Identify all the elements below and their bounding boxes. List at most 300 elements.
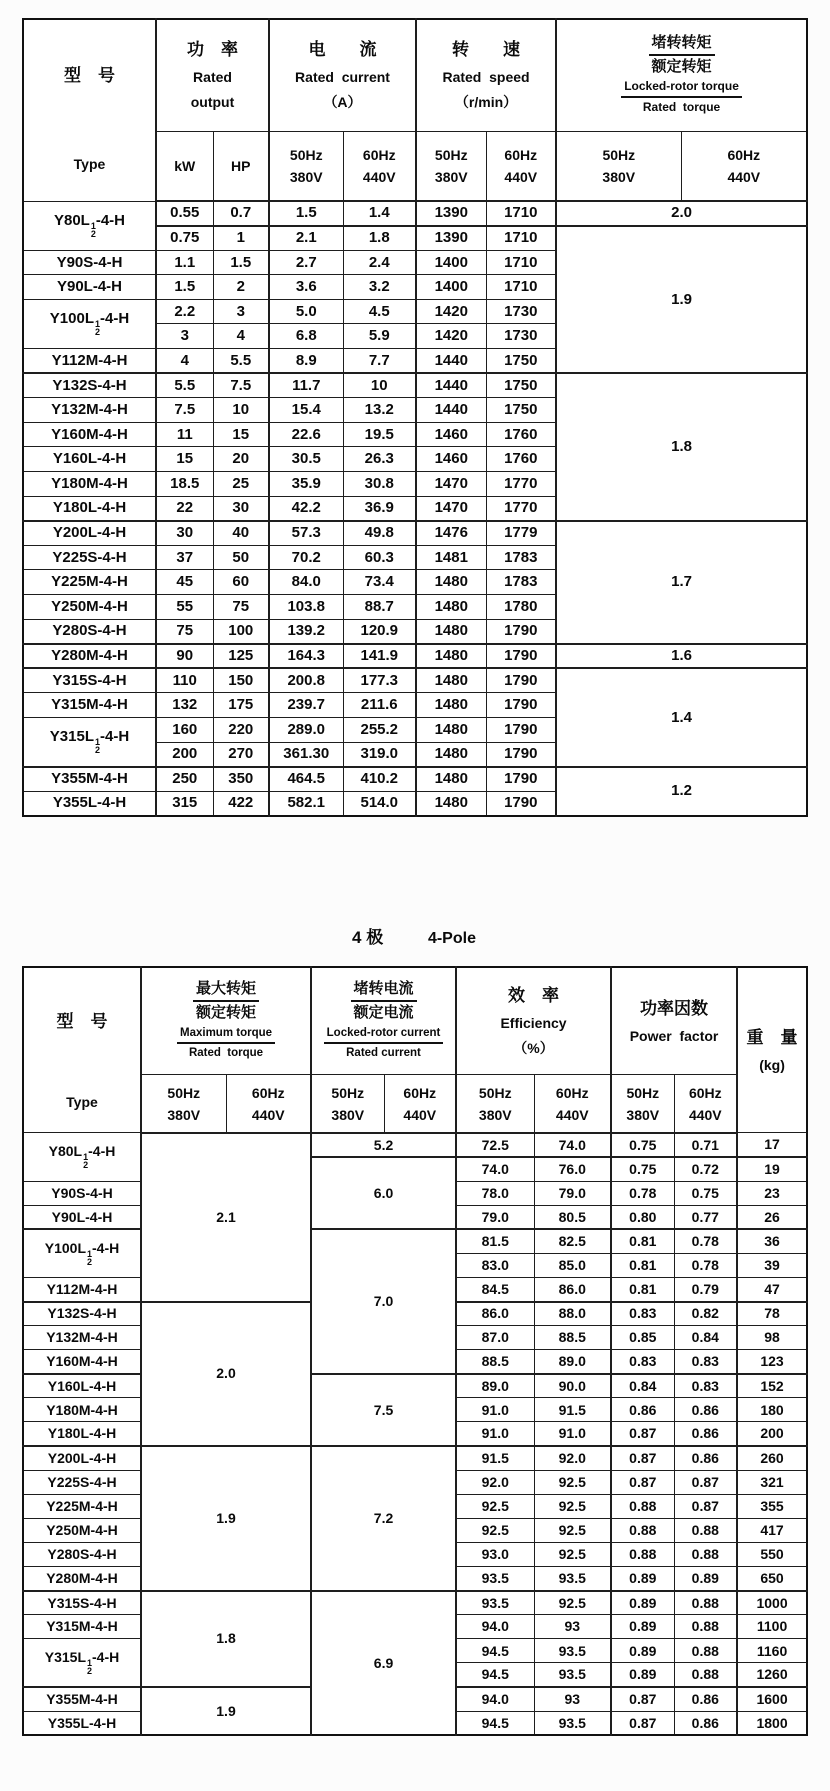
current-50hz-cell: 11.7 — [269, 373, 343, 398]
current-60hz-cell: 10 — [343, 373, 416, 398]
kw-cell: 55 — [156, 595, 213, 620]
current-50hz-cell: 30.5 — [269, 447, 343, 472]
table2-body — [23, 1133, 807, 1735]
subheader-torque-50hz: 50Hz 380V — [556, 131, 681, 201]
speed-50hz-cell: 1480 — [416, 619, 486, 644]
weight-cell: 321 — [737, 1470, 807, 1494]
efficiency-50hz-cell: 91.0 — [456, 1422, 534, 1446]
current-50hz-cell: 35.9 — [269, 472, 343, 497]
table-row — [23, 521, 807, 546]
speed-60hz-cell: 1710 — [486, 250, 556, 275]
weight-cell: 47 — [737, 1277, 807, 1301]
efficiency-60hz-cell: 92.5 — [534, 1542, 611, 1566]
motor-type-cell: Y112M-4-H — [23, 1277, 141, 1301]
weight-cell: 550 — [737, 1542, 807, 1566]
locked-rotor-torque-ratio-cell: 1.4 — [556, 668, 807, 766]
efficiency-60hz-cell: 82.5 — [534, 1229, 611, 1253]
current-60hz-cell: 120.9 — [343, 619, 416, 644]
frame-size-fraction: 1 2 — [87, 1658, 93, 1676]
power-header-cn: 功 率 — [187, 40, 238, 60]
motor-type-cell: Y225S-4-H — [23, 545, 156, 570]
kw-cell: 22 — [156, 496, 213, 521]
kw-cell: 200 — [156, 742, 213, 767]
pole-divider-en: 4-Pole — [427, 929, 476, 947]
efficiency-60hz-cell: 93.5 — [534, 1567, 611, 1591]
speed-header — [416, 19, 556, 131]
speed-50hz-cell: 1420 — [416, 324, 486, 349]
type-header — [23, 967, 141, 1133]
kw-cell: 5.5 — [156, 373, 213, 398]
power-factor-50hz-cell: 0.89 — [611, 1567, 674, 1591]
hp-cell: 1 — [213, 226, 269, 251]
speed-50hz-cell: 1420 — [416, 299, 486, 324]
efficiency-50hz-cell: 78.0 — [456, 1181, 534, 1205]
kw-cell: 37 — [156, 545, 213, 570]
current-60hz-cell: 319.0 — [343, 742, 416, 767]
weight-cell: 1600 — [737, 1687, 807, 1711]
subheader-efficiency-60hz: 60Hz 440V — [534, 1075, 611, 1133]
header-row-groups — [23, 19, 807, 131]
weight-cell: 180 — [737, 1398, 807, 1422]
current-50hz-cell: 2.1 — [269, 226, 343, 251]
kw-cell: 315 — [156, 791, 213, 816]
weight-cell: 417 — [737, 1518, 807, 1542]
table-row — [23, 644, 807, 669]
efficiency-60hz-cell: 92.5 — [534, 1494, 611, 1518]
motor-type-cell: Y225M-4-H — [23, 1494, 141, 1518]
hp-cell: 75 — [213, 595, 269, 620]
motor-type-cell: Y315S-4-H — [23, 668, 156, 693]
current-60hz-cell: 60.3 — [343, 545, 416, 570]
kw-cell: 18.5 — [156, 472, 213, 497]
current-50hz-cell: 289.0 — [269, 717, 343, 742]
current-60hz-cell: 514.0 — [343, 791, 416, 816]
efficiency-60hz-cell: 74.0 — [534, 1133, 611, 1157]
power-factor-50hz-cell: 0.81 — [611, 1229, 674, 1253]
hp-cell: 350 — [213, 767, 269, 792]
current-60hz-cell: 1.4 — [343, 201, 416, 226]
power-factor-60hz-cell: 0.88 — [674, 1663, 737, 1687]
subheader-pf-60hz: 60Hz 440V — [674, 1075, 737, 1133]
motor-type-cell: Y132M-4-H — [23, 398, 156, 423]
efficiency-50hz-cell: 87.0 — [456, 1326, 534, 1350]
current-60hz-cell: 30.8 — [343, 472, 416, 497]
motor-type-cell: Y280M-4-H — [23, 644, 156, 669]
efficiency-50hz-cell: 91.0 — [456, 1398, 534, 1422]
power-factor-50hz-cell: 0.88 — [611, 1494, 674, 1518]
max-torque-cn-den: 额定转矩 — [196, 1004, 257, 1022]
power-factor-60hz-cell: 0.77 — [674, 1205, 737, 1229]
current-header-cn: 电 流 — [308, 40, 377, 60]
weight-header — [737, 967, 807, 1133]
subheader-pf-50hz: 50Hz 380V — [611, 1075, 674, 1133]
hp-cell: 7.5 — [213, 373, 269, 398]
kw-cell: 1.5 — [156, 275, 213, 300]
weight-cell: 1000 — [737, 1591, 807, 1615]
power-factor-60hz-cell: 0.86 — [674, 1422, 737, 1446]
subheader-torque-60hz: 60Hz 440V — [681, 131, 807, 201]
lr-current-ratio-cn — [351, 981, 417, 1021]
torque-ratio-cn-num: 堵转转矩 — [649, 35, 715, 56]
efficiency-50hz-cell: 94.5 — [456, 1711, 534, 1735]
motor-type-cell: Y90L-4-H — [23, 1205, 141, 1229]
speed-60hz-cell: 1730 — [486, 324, 556, 349]
kw-cell: 0.55 — [156, 201, 213, 226]
speed-60hz-cell: 1790 — [486, 668, 556, 693]
locked-rotor-current-ratio-cell: 7.0 — [311, 1229, 456, 1374]
current-60hz-cell: 36.9 — [343, 496, 416, 521]
power-factor-60hz-cell: 0.87 — [674, 1494, 737, 1518]
ratings-table-torque-current-efficiency-weight — [22, 966, 808, 1736]
speed-50hz-cell: 1470 — [416, 472, 486, 497]
efficiency-50hz-cell: 83.0 — [456, 1253, 534, 1277]
current-header — [269, 19, 416, 131]
kw-cell: 110 — [156, 668, 213, 693]
speed-60hz-cell: 1750 — [486, 349, 556, 374]
type-header-cn: 型 号 — [56, 1011, 108, 1031]
speed-60hz-cell: 1770 — [486, 496, 556, 521]
power-factor-60hz-cell: 0.72 — [674, 1157, 737, 1181]
motor-type-cell: Y160M-4-H — [23, 1350, 141, 1374]
power-factor-60hz-cell: 0.89 — [674, 1567, 737, 1591]
weight-cell: 98 — [737, 1326, 807, 1350]
locked-rotor-current-ratio-cell: 5.2 — [311, 1133, 456, 1157]
frame-size-fraction: 1 2 — [95, 737, 101, 755]
motor-type-cell: Y132S-4-H — [23, 373, 156, 398]
power-factor-50hz-cell: 0.78 — [611, 1181, 674, 1205]
speed-50hz-cell: 1480 — [416, 791, 486, 816]
type-header-en: Type — [73, 155, 106, 172]
locked-rotor-torque-ratio-cell: 1.7 — [556, 521, 807, 644]
speed-60hz-cell: 1760 — [486, 447, 556, 472]
subheader-maxtorque-60hz: 60Hz 440V — [226, 1075, 311, 1133]
power-factor-50hz-cell: 0.81 — [611, 1253, 674, 1277]
subheader-hp: HP — [213, 131, 269, 201]
speed-header-en: Rated speed — [442, 69, 530, 86]
current-50hz-cell: 1.5 — [269, 201, 343, 226]
hp-cell: 15 — [213, 422, 269, 447]
hp-cell: 270 — [213, 742, 269, 767]
torque-ratio-cn-den: 额定转矩 — [651, 57, 712, 75]
kw-cell: 250 — [156, 767, 213, 792]
power-factor-60hz-cell: 0.78 — [674, 1229, 737, 1253]
speed-50hz-cell: 1390 — [416, 201, 486, 226]
subheader-lrcurrent-60hz: 60Hz 440V — [384, 1075, 456, 1133]
current-50hz-cell: 239.7 — [269, 693, 343, 718]
power-factor-60hz-cell: 0.82 — [674, 1302, 737, 1326]
power-header-en1: Rated — [193, 69, 232, 86]
current-50hz-cell: 164.3 — [269, 644, 343, 669]
pole-divider-cn: 4 极 — [352, 927, 384, 947]
subheader-maxtorque-50hz: 50Hz 380V — [141, 1075, 226, 1133]
speed-50hz-cell: 1440 — [416, 349, 486, 374]
speed-60hz-cell: 1790 — [486, 644, 556, 669]
weight-cell: 650 — [737, 1567, 807, 1591]
weight-cell: 123 — [737, 1350, 807, 1374]
locked-rotor-current-ratio-cell: 7.5 — [311, 1374, 456, 1446]
current-50hz-cell: 5.0 — [269, 299, 343, 324]
max-torque-en-den: Rated torque — [188, 1047, 264, 1059]
speed-50hz-cell: 1480 — [416, 767, 486, 792]
speed-60hz-cell: 1750 — [486, 398, 556, 423]
kw-cell: 0.75 — [156, 226, 213, 251]
current-50hz-cell: 3.6 — [269, 275, 343, 300]
table-row — [23, 1446, 807, 1470]
power-factor-50hz-cell: 0.87 — [611, 1446, 674, 1470]
power-factor-50hz-cell: 0.75 — [611, 1157, 674, 1181]
weight-cell: 23 — [737, 1181, 807, 1205]
current-50hz-cell: 57.3 — [269, 521, 343, 546]
power-factor-60hz-cell: 0.88 — [674, 1591, 737, 1615]
motor-type-cell: Y100L 1 2 -4-H — [23, 299, 156, 348]
current-60hz-cell: 2.4 — [343, 250, 416, 275]
hp-cell: 3 — [213, 299, 269, 324]
efficiency-50hz-cell: 93.5 — [456, 1591, 534, 1615]
efficiency-60hz-cell: 93 — [534, 1615, 611, 1639]
kw-cell: 45 — [156, 570, 213, 595]
power-factor-50hz-cell: 0.87 — [611, 1470, 674, 1494]
table-row — [23, 1133, 807, 1157]
power-factor-50hz-cell: 0.81 — [611, 1277, 674, 1301]
efficiency-50hz-cell: 94.5 — [456, 1663, 534, 1687]
weight-header-unit: (kg) — [759, 1056, 785, 1073]
speed-60hz-cell: 1790 — [486, 791, 556, 816]
power-factor-60hz-cell: 0.75 — [674, 1181, 737, 1205]
power-factor-60hz-cell: 0.88 — [674, 1639, 737, 1663]
power-factor-50hz-cell: 0.88 — [611, 1518, 674, 1542]
lr-current-en-den: Rated current — [346, 1047, 421, 1059]
power-factor-60hz-cell: 0.88 — [674, 1615, 737, 1639]
motor-type-cell: Y200L-4-H — [23, 521, 156, 546]
speed-50hz-cell: 1480 — [416, 742, 486, 767]
motor-type-cell: Y315M-4-H — [23, 693, 156, 718]
hp-cell: 125 — [213, 644, 269, 669]
motor-type-cell: Y315L 1 2 -4-H — [23, 1639, 141, 1687]
efficiency-50hz-cell: 74.0 — [456, 1157, 534, 1181]
current-50hz-cell: 2.7 — [269, 250, 343, 275]
motor-type-cell: Y355M-4-H — [23, 1687, 141, 1711]
efficiency-50hz-cell: 79.0 — [456, 1205, 534, 1229]
max-torque-cn-num: 最大转矩 — [193, 981, 259, 1002]
locked-rotor-current-ratio-cell: 6.9 — [311, 1591, 456, 1736]
efficiency-60hz-cell: 92.5 — [534, 1518, 611, 1542]
efficiency-50hz-cell: 94.0 — [456, 1615, 534, 1639]
power-factor-60hz-cell: 0.86 — [674, 1446, 737, 1470]
table-row — [23, 1374, 807, 1398]
hp-cell: 150 — [213, 668, 269, 693]
speed-50hz-cell: 1480 — [416, 644, 486, 669]
torque-ratio-en-den: Rated torque — [642, 99, 721, 114]
hp-cell: 2 — [213, 275, 269, 300]
efficiency-50hz-cell: 81.5 — [456, 1229, 534, 1253]
hp-cell: 60 — [213, 570, 269, 595]
weight-cell: 1260 — [737, 1663, 807, 1687]
current-50hz-cell: 103.8 — [269, 595, 343, 620]
motor-type-cell: Y180L-4-H — [23, 1422, 141, 1446]
hp-cell: 25 — [213, 472, 269, 497]
frame-size-fraction: 1 2 — [83, 1152, 89, 1170]
power-factor-60hz-cell: 0.84 — [674, 1326, 737, 1350]
efficiency-60hz-cell: 93 — [534, 1687, 611, 1711]
efficiency-60hz-cell: 91.0 — [534, 1422, 611, 1446]
current-60hz-cell: 26.3 — [343, 447, 416, 472]
current-50hz-cell: 361.30 — [269, 742, 343, 767]
motor-type-cell: Y355L-4-H — [23, 791, 156, 816]
motor-type-cell: Y90L-4-H — [23, 275, 156, 300]
power-factor-header-cn: 功率因数 — [640, 998, 709, 1018]
speed-60hz-cell: 1780 — [486, 595, 556, 620]
power-factor-60hz-cell: 0.83 — [674, 1374, 737, 1398]
hp-cell: 0.7 — [213, 201, 269, 226]
efficiency-50hz-cell: 93.5 — [456, 1567, 534, 1591]
current-header-en: Rated current — [295, 69, 390, 86]
motor-type-cell: Y225M-4-H — [23, 570, 156, 595]
motor-type-cell: Y355L-4-H — [23, 1711, 141, 1735]
motor-type-cell: Y132S-4-H — [23, 1302, 141, 1326]
header-row-groups — [23, 967, 807, 1075]
motor-type-cell: Y180M-4-H — [23, 1398, 141, 1422]
speed-60hz-cell: 1779 — [486, 521, 556, 546]
current-50hz-cell: 464.5 — [269, 767, 343, 792]
current-50hz-cell: 42.2 — [269, 496, 343, 521]
efficiency-60hz-cell: 79.0 — [534, 1181, 611, 1205]
max-torque-ratio-cell: 2.1 — [141, 1133, 311, 1302]
hp-cell: 175 — [213, 693, 269, 718]
power-factor-60hz-cell: 0.88 — [674, 1518, 737, 1542]
efficiency-50hz-cell: 92.0 — [456, 1470, 534, 1494]
speed-50hz-cell: 1470 — [416, 496, 486, 521]
speed-50hz-cell: 1460 — [416, 447, 486, 472]
power-factor-60hz-cell: 0.86 — [674, 1687, 737, 1711]
current-60hz-cell: 1.8 — [343, 226, 416, 251]
speed-50hz-cell: 1476 — [416, 521, 486, 546]
torque-ratio-en-num: Locked-rotor torque — [621, 80, 742, 98]
motor-type-cell: Y355M-4-H — [23, 767, 156, 792]
max-torque-ratio-cell: 1.8 — [141, 1591, 311, 1687]
speed-60hz-cell: 1790 — [486, 742, 556, 767]
efficiency-50hz-cell: 89.0 — [456, 1374, 534, 1398]
efficiency-header-cn: 效 率 — [508, 986, 560, 1006]
weight-cell: 1800 — [737, 1711, 807, 1735]
power-factor-50hz-cell: 0.83 — [611, 1302, 674, 1326]
speed-header-unit: （r/min） — [454, 94, 518, 111]
efficiency-50hz-cell: 92.5 — [456, 1518, 534, 1542]
power-factor-50hz-cell: 0.87 — [611, 1711, 674, 1735]
type-header — [23, 19, 156, 201]
motor-type-cell: Y180L-4-H — [23, 496, 156, 521]
kw-cell: 2.2 — [156, 299, 213, 324]
motor-type-cell: Y160L-4-H — [23, 447, 156, 472]
hp-cell: 100 — [213, 619, 269, 644]
motor-type-cell: Y160L-4-H — [23, 1374, 141, 1398]
weight-cell: 26 — [737, 1205, 807, 1229]
speed-60hz-cell: 1783 — [486, 545, 556, 570]
current-60hz-cell: 73.4 — [343, 570, 416, 595]
kw-cell: 15 — [156, 447, 213, 472]
current-50hz-cell: 8.9 — [269, 349, 343, 374]
power-factor-60hz-cell: 0.86 — [674, 1398, 737, 1422]
speed-50hz-cell: 1440 — [416, 373, 486, 398]
efficiency-50hz-cell: 88.5 — [456, 1350, 534, 1374]
efficiency-60hz-cell: 89.0 — [534, 1350, 611, 1374]
type-header-en: Type — [66, 1093, 98, 1110]
power-factor-50hz-cell: 0.89 — [611, 1615, 674, 1639]
hp-cell: 20 — [213, 447, 269, 472]
efficiency-60hz-cell: 88.0 — [534, 1302, 611, 1326]
efficiency-60hz-cell: 90.0 — [534, 1374, 611, 1398]
motor-type-cell: Y280S-4-H — [23, 1542, 141, 1566]
speed-60hz-cell: 1790 — [486, 693, 556, 718]
current-50hz-cell: 200.8 — [269, 668, 343, 693]
max-torque-header — [141, 967, 311, 1075]
hp-cell: 422 — [213, 791, 269, 816]
torque-ratio-en — [621, 80, 742, 113]
locked-rotor-torque-ratio-cell: 1.9 — [556, 226, 807, 374]
efficiency-50hz-cell: 84.5 — [456, 1277, 534, 1301]
max-torque-ratio-cell: 2.0 — [141, 1302, 311, 1447]
weight-cell: 17 — [737, 1133, 807, 1157]
lr-current-cn-den: 额定电流 — [353, 1004, 414, 1022]
max-torque-ratio-cell: 1.9 — [141, 1687, 311, 1735]
hp-cell: 1.5 — [213, 250, 269, 275]
weight-cell: 200 — [737, 1422, 807, 1446]
power-header — [156, 19, 269, 131]
motor-type-cell: Y180M-4-H — [23, 472, 156, 497]
efficiency-50hz-cell: 92.5 — [456, 1494, 534, 1518]
current-60hz-cell: 211.6 — [343, 693, 416, 718]
max-torque-ratio-cell: 1.9 — [141, 1446, 311, 1591]
power-factor-header — [611, 967, 737, 1075]
subheader-current-60hz: 60Hz 440V — [343, 131, 416, 201]
power-factor-60hz-cell: 0.88 — [674, 1542, 737, 1566]
kw-cell: 11 — [156, 422, 213, 447]
table-row — [23, 201, 807, 226]
speed-50hz-cell: 1480 — [416, 693, 486, 718]
ratings-table-power-current-speed-torque — [22, 18, 808, 817]
power-factor-50hz-cell: 0.88 — [611, 1542, 674, 1566]
table-row — [23, 1591, 807, 1615]
weight-cell: 152 — [737, 1374, 807, 1398]
efficiency-50hz-cell: 93.0 — [456, 1542, 534, 1566]
lr-current-en-num: Locked-rotor current — [324, 1027, 444, 1044]
efficiency-header-unit: （%） — [513, 1040, 554, 1057]
hp-cell: 40 — [213, 521, 269, 546]
weight-cell: 78 — [737, 1302, 807, 1326]
motor-type-cell: Y250M-4-H — [23, 595, 156, 620]
power-factor-50hz-cell: 0.84 — [611, 1374, 674, 1398]
power-factor-50hz-cell: 0.89 — [611, 1663, 674, 1687]
speed-60hz-cell: 1750 — [486, 373, 556, 398]
motor-type-cell: Y315M-4-H — [23, 1615, 141, 1639]
power-factor-50hz-cell: 0.85 — [611, 1326, 674, 1350]
weight-header-cn: 重 量 — [746, 1027, 798, 1047]
kw-cell: 160 — [156, 717, 213, 742]
table-row — [23, 767, 807, 792]
motor-type-cell: Y200L-4-H — [23, 1446, 141, 1470]
subheader-lrcurrent-50hz: 50Hz 380V — [311, 1075, 384, 1133]
motor-type-cell: Y225S-4-H — [23, 1470, 141, 1494]
motor-type-cell: Y280M-4-H — [23, 1567, 141, 1591]
locked-rotor-torque-ratio-cell: 2.0 — [556, 201, 807, 226]
weight-cell: 39 — [737, 1253, 807, 1277]
hp-cell: 5.5 — [213, 349, 269, 374]
efficiency-60hz-cell: 92.5 — [534, 1591, 611, 1615]
current-60hz-cell: 3.2 — [343, 275, 416, 300]
locked-rotor-torque-ratio-cell: 1.6 — [556, 644, 807, 669]
kw-cell: 75 — [156, 619, 213, 644]
current-60hz-cell: 177.3 — [343, 668, 416, 693]
speed-50hz-cell: 1481 — [416, 545, 486, 570]
